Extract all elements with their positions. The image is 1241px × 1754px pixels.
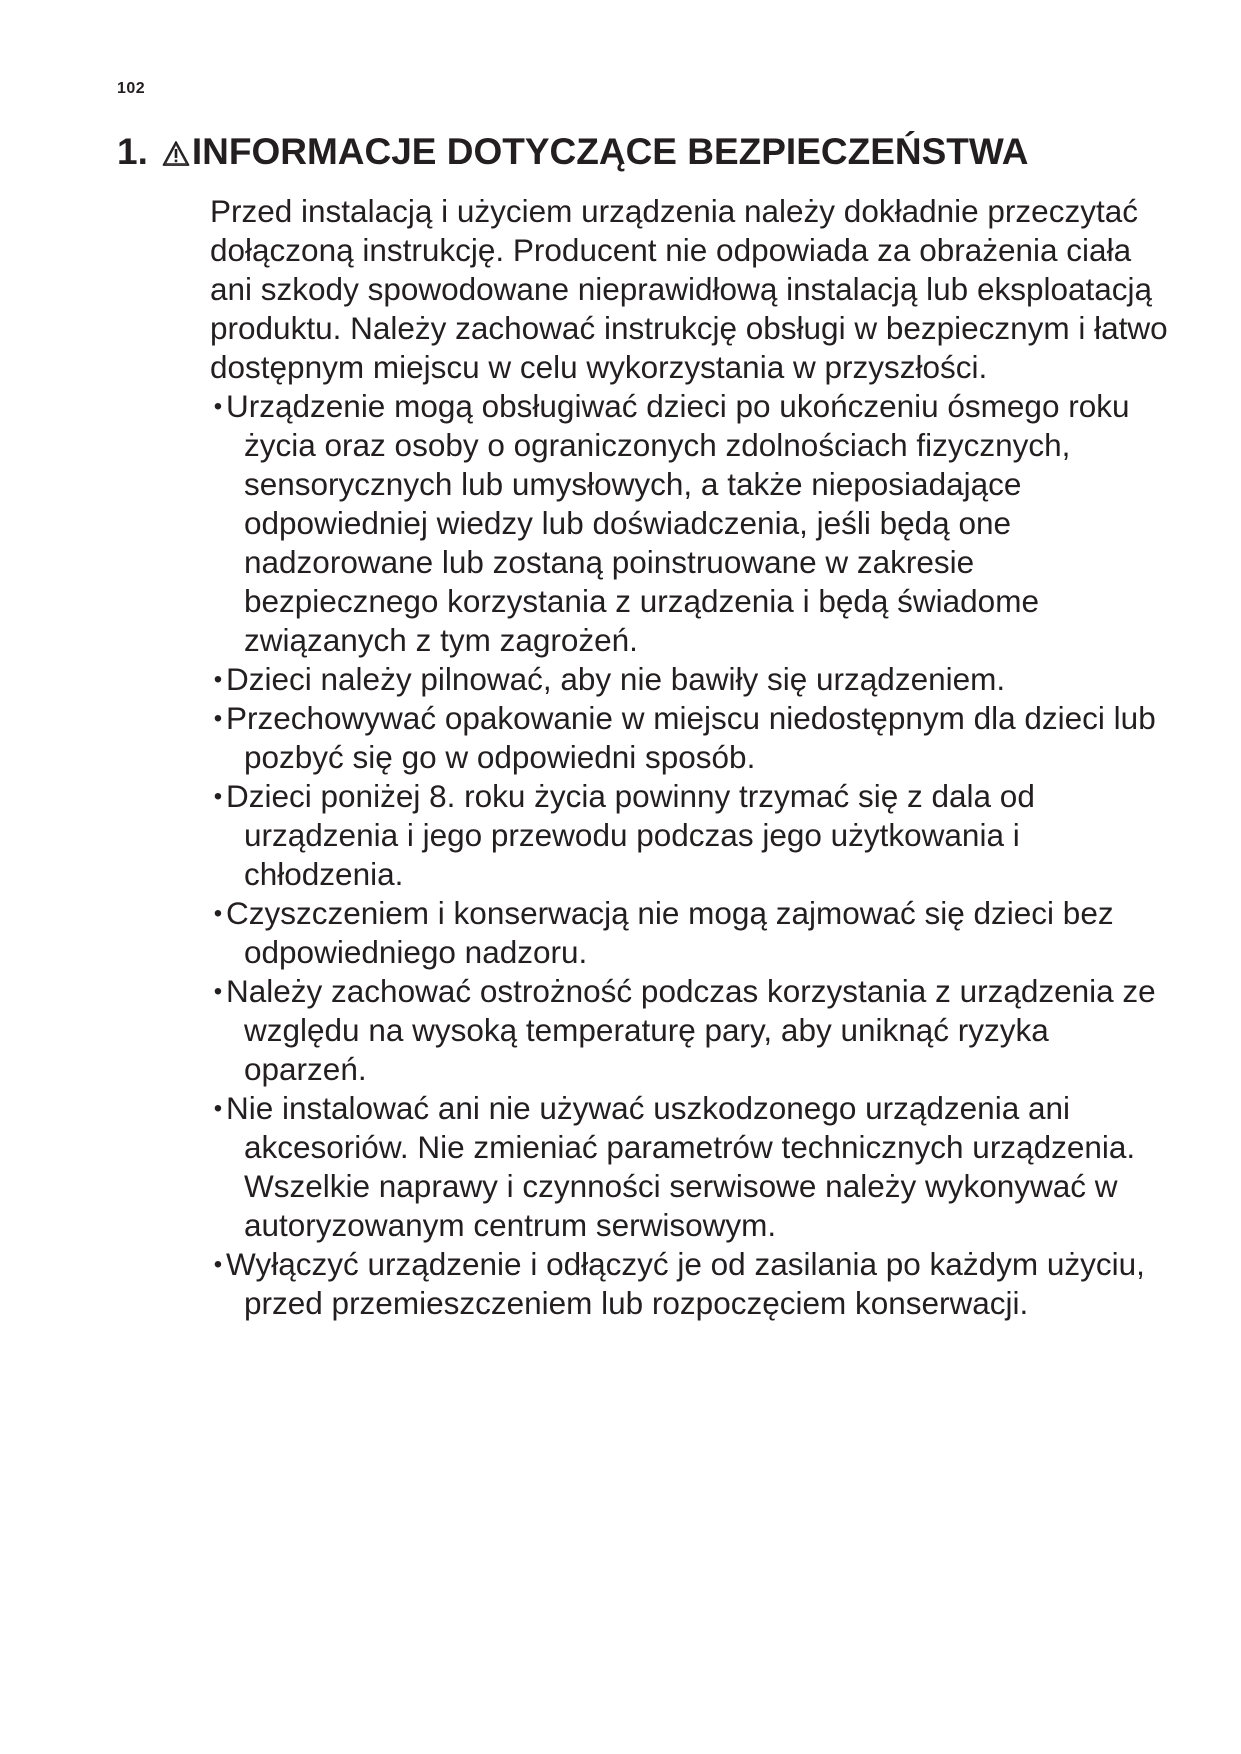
bullet-text: Wyłączyć urządzenie i odłączyć je od zasilania po każdym użyciu, przed przemieszczeniem lub rozpoczęciem konserwacji. [226, 1246, 1145, 1321]
list-item [210, 777, 1170, 894]
list-item [210, 1089, 1170, 1245]
bullet-icon: • [213, 783, 223, 810]
list-item [210, 387, 1170, 660]
bullet-text: Czyszczeniem i konserwacją nie mogą zajmować się dzieci bez odpowiedniego nadzoru. [226, 895, 1114, 970]
bullet-icon: • [213, 705, 223, 732]
bullet-text: Urządzenie mogą obsługiwać dzieci po ukończeniu ósmego roku życia oraz osoby o ograniczonych zdolnościach fizycznych, sensorycznych lub umysłowych, a także nieposiadające odpowiedniej wiedzy lub doświadczenia, jeśli będą one nadzorowane lub zostaną poinstruowane w zakresie bezpiecznego korzystania z urządzenia i będą świadome związanych z tym zagrożeń. [226, 388, 1130, 658]
bullet-icon: • [213, 666, 223, 693]
section-heading [117, 130, 1029, 174]
bullet-icon: • [213, 393, 223, 420]
page-number: 102 [117, 80, 146, 97]
list-item [210, 699, 1170, 777]
bullet-text: Dzieci należy pilnować, aby nie bawiły się urządzeniem. [226, 661, 1006, 697]
list-item [210, 894, 1170, 972]
bullet-icon: • [213, 1251, 223, 1278]
intro-paragraph: Przed instalacją i użyciem urządzenia należy dokładnie przeczytać dołączoną instrukcję. Producent nie odpowiada za obrażenia ciała ani szkody spowodowane nieprawidłową instalacją lub eksploatacją produktu. Należy zachować instrukcję obsługi w bezpiecznym i łatwo dostępnym miejscu w celu wykorzystania w przyszłości. [210, 193, 1168, 385]
bullet-text: Przechowywać opakowanie w miejscu niedostępnym dla dzieci lub pozbyć się go w odpowiedni sposób. [226, 700, 1156, 775]
list-item [210, 660, 1170, 699]
list-item [210, 972, 1170, 1089]
section-title: INFORMACJE DOTYCZĄCE BEZPIECZEŃSTWA [191, 131, 1029, 172]
section-number: 1. [117, 131, 148, 172]
bullet-text: Dzieci poniżej 8. roku życia powinny trzymać się z dala od urządzenia i jego przewodu podczas jego użytkowania i chłodzenia. [226, 778, 1035, 892]
safety-content [210, 192, 1170, 1323]
bullet-icon: • [213, 1095, 223, 1122]
bullet-text: Nie instalować ani nie używać uszkodzonego urządzenia ani akcesoriów. Nie zmieniać parametrów technicznych urządzenia. Wszelkie naprawy i czynności serwisowe należy wykonywać w autoryzowanym centrum serwisowym. [226, 1090, 1136, 1243]
bullet-icon: • [213, 900, 223, 927]
list-item [210, 1245, 1170, 1323]
safety-bullet-list [210, 387, 1170, 1323]
bullet-icon: • [213, 978, 223, 1005]
bullet-text: Należy zachować ostrożność podczas korzystania z urządzenia ze względu na wysoką temperaturę pary, aby uniknąć ryzyka oparzeń. [226, 973, 1156, 1087]
warning-triangle-icon [162, 140, 190, 168]
